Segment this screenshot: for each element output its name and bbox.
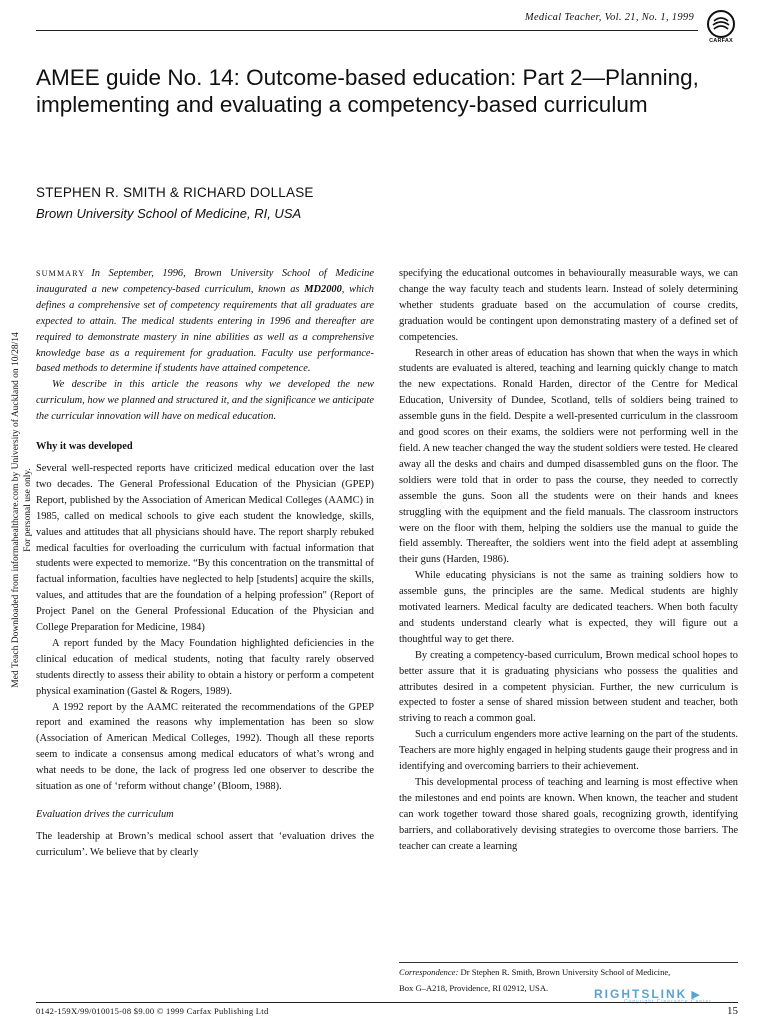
right-column bbox=[399, 266, 738, 855]
body-paragraph: specifying the educational outcomes in behaviourally measurable ways, we can change the way faculty teach and students learn. Instead of solely determining whether students graduate based on the accumulation of course credits, graduation would be contingent upon demonstrating mastery of a defined set of competencies. bbox=[399, 268, 738, 343]
summary-label: SUMMARY bbox=[36, 269, 86, 278]
correspondence-divider bbox=[399, 962, 738, 963]
article-affiliation: Brown University School of Medicine, RI, USA bbox=[36, 206, 302, 221]
body-paragraph: A report funded by the Macy Foundation highlighted deficiencies in the clinical education of medical students, noting that faculty rarely observed students directly to assess their ability to obtain a history or perform a competent physical examination (Gastel & Rogers, 1989). bbox=[36, 637, 374, 697]
rightslink-logo bbox=[594, 985, 754, 1003]
journal-reference: Medical Teacher, Vol. 21, No. 1, 1999 bbox=[524, 12, 694, 23]
publisher-name: CARFAX bbox=[709, 38, 733, 44]
curriculum-name: MD2000 bbox=[304, 283, 342, 295]
publisher-logo bbox=[704, 10, 738, 46]
rightslink-arrow-icon: ▶ bbox=[691, 988, 700, 1001]
download-notice-line: For personal use only. bbox=[23, 468, 33, 552]
footer-publication-id: 0142-159X/99/010015-08 $9.00 © 1999 Carfax Publishing Ltd bbox=[36, 1006, 269, 1016]
article-authors: STEPHEN R. SMITH & RICHARD DOLLASE bbox=[36, 185, 314, 200]
download-notice-line: Med Teach Downloaded from informahealthcare.com by University of Auckland on 10/28/14 bbox=[11, 332, 21, 688]
summary-text: In September, 1996, Brown University School of Medicine inaugurated a new competency-based curriculum, known as bbox=[36, 268, 374, 295]
page-number: 15 bbox=[727, 1005, 738, 1017]
footer-divider bbox=[36, 1002, 738, 1003]
carfax-logo-icon bbox=[707, 10, 735, 38]
summary-text: , which defines a comprehensive set of competency requirements that all graduates are expected to attain. The medical students entering in 1996 and thereafter are required to demonstrate mastery in nine abilities as well as a comprehensive knowledge base as a requirement for graduation. Faculty use performance-based methods to determine if students have attained competence. bbox=[36, 283, 375, 375]
correspondence-address: Dr Stephen R. Smith, Brown University School of Medicine, bbox=[460, 967, 671, 977]
correspondence-address: Box G–A218, Providence, RI 02912, USA. bbox=[399, 983, 549, 993]
correspondence-label: Correspondence: bbox=[399, 967, 459, 977]
summary-paragraph bbox=[36, 266, 374, 377]
summary-paragraph: We describe in this article the reasons why we developed the new curriculum, how we planned and structured it, and the significance we anticipate the curricular innovation will have on medical education. bbox=[36, 379, 374, 423]
left-column bbox=[36, 266, 374, 861]
body-paragraph: While educating physicians is not the same as training soldiers how to assemble guns, the principles are the same. Medical students are highly motivated learners. Medical faculty are dedicated teachers. When both faculty and students understand clearly what is expected, they will figure out a thoughtful way to get there. bbox=[399, 570, 738, 645]
subsection-heading: Evaluation drives the curriculum bbox=[36, 809, 174, 820]
body-paragraph: Several well-respected reports have criticized medical education over the last two decades. The General Professional Education of the Physician (GPEP) Report, published by the Association of American Medical Colleges (AAMC) in 1985, called on medical schools to give each student the knowledge, skills, values and attitudes that all physicians should have. The report sharply rebuked medical faculties for overloading the curriculum with factual information that students were expected to memorize. “By this concentration on the transmittal of factual information, faculties have neglected to help [students] acquire the skills, values, and attitudes that are the foundation of a helping profession" (Report of Project Panel on the General Professional Education of the Physician and College Preparation for Medicine, 1984) bbox=[36, 462, 374, 634]
rightslink-subtitle: Copyright Clearance Center bbox=[624, 999, 712, 1005]
body-paragraph: Such a curriculum engenders more active learning on the part of the students. Teachers are more highly engaged in helping students gauge their progress and in identifying and overcoming barriers to their achievement. bbox=[399, 729, 738, 773]
body-paragraph: The leadership at Brown’s medical school assert that ‘evaluation drives the curriculum’. We believe that by clearly bbox=[36, 830, 374, 858]
journal-header bbox=[36, 10, 698, 31]
article-title: AMEE guide No. 14: Outcome-based education: Part 2—Planning, implementing and evaluating a competency-based curriculum bbox=[36, 65, 699, 117]
body-paragraph: By creating a competency-based curriculum, Brown medical school hopes to better assure that it is graduating physicians who possess the qualities and attributes desired in a competent physician. Further, the new curriculum is expected to foster a sense of shared mission between student and teacher, both striving to reach a common goal. bbox=[399, 649, 738, 725]
body-paragraph: This developmental process of teaching and learning is most effective when the milestones and end points are known. When known, the teacher and student can work together toward those shared goals, recognizing growth, identifying barriers, and collaboratively devising strategies to overcome those barriers. The teacher can create a learning bbox=[399, 777, 738, 852]
body-paragraph: Research in other areas of education has shown that when the ways in which students are evaluated is altered, teaching and learning quickly change to match the new expectations. Ronald Harden, director of the Centre for Medical Education, University of Dundee, Scotland, tells of soldiers being trained to assemble guns in the field. Despite a well-presented curriculum in the classroom and good scores on their exams, the soldiers were not performing well in the field. A new teacher changed the way the student soldiers were tested. He cleared away all the desks and chairs and dumped disassembled guns on the floor. The soldiers were told that in order to pass the course, they needed to correctly assemble the guns. Soon all the students were on their hands and knees struggling with the equipment and the field manuals. The classroom instructors were on the floor with them, helping the soldiers use the manual to guide the field assembly. Thereafter, the soldiers went into the field adept at assembling their guns (Harden, 1986). bbox=[399, 347, 738, 566]
section-heading: Why it was developed bbox=[36, 441, 133, 453]
body-paragraph: A 1992 report by the AAMC reiterated the recommendations of the GPEP report and examined the reasons why implementation has been so slow (Association of American Medical Colleges, 1992). Though all these reports seem to indicate a consensus among medical educators of what’s wrong and what needs to be done, the lack of progress led one observer to describe the situation as one of ‘reform without change’ (Bloom, 1988). bbox=[36, 701, 374, 793]
rightslink-text: RIGHTSLINK bbox=[594, 987, 688, 1001]
